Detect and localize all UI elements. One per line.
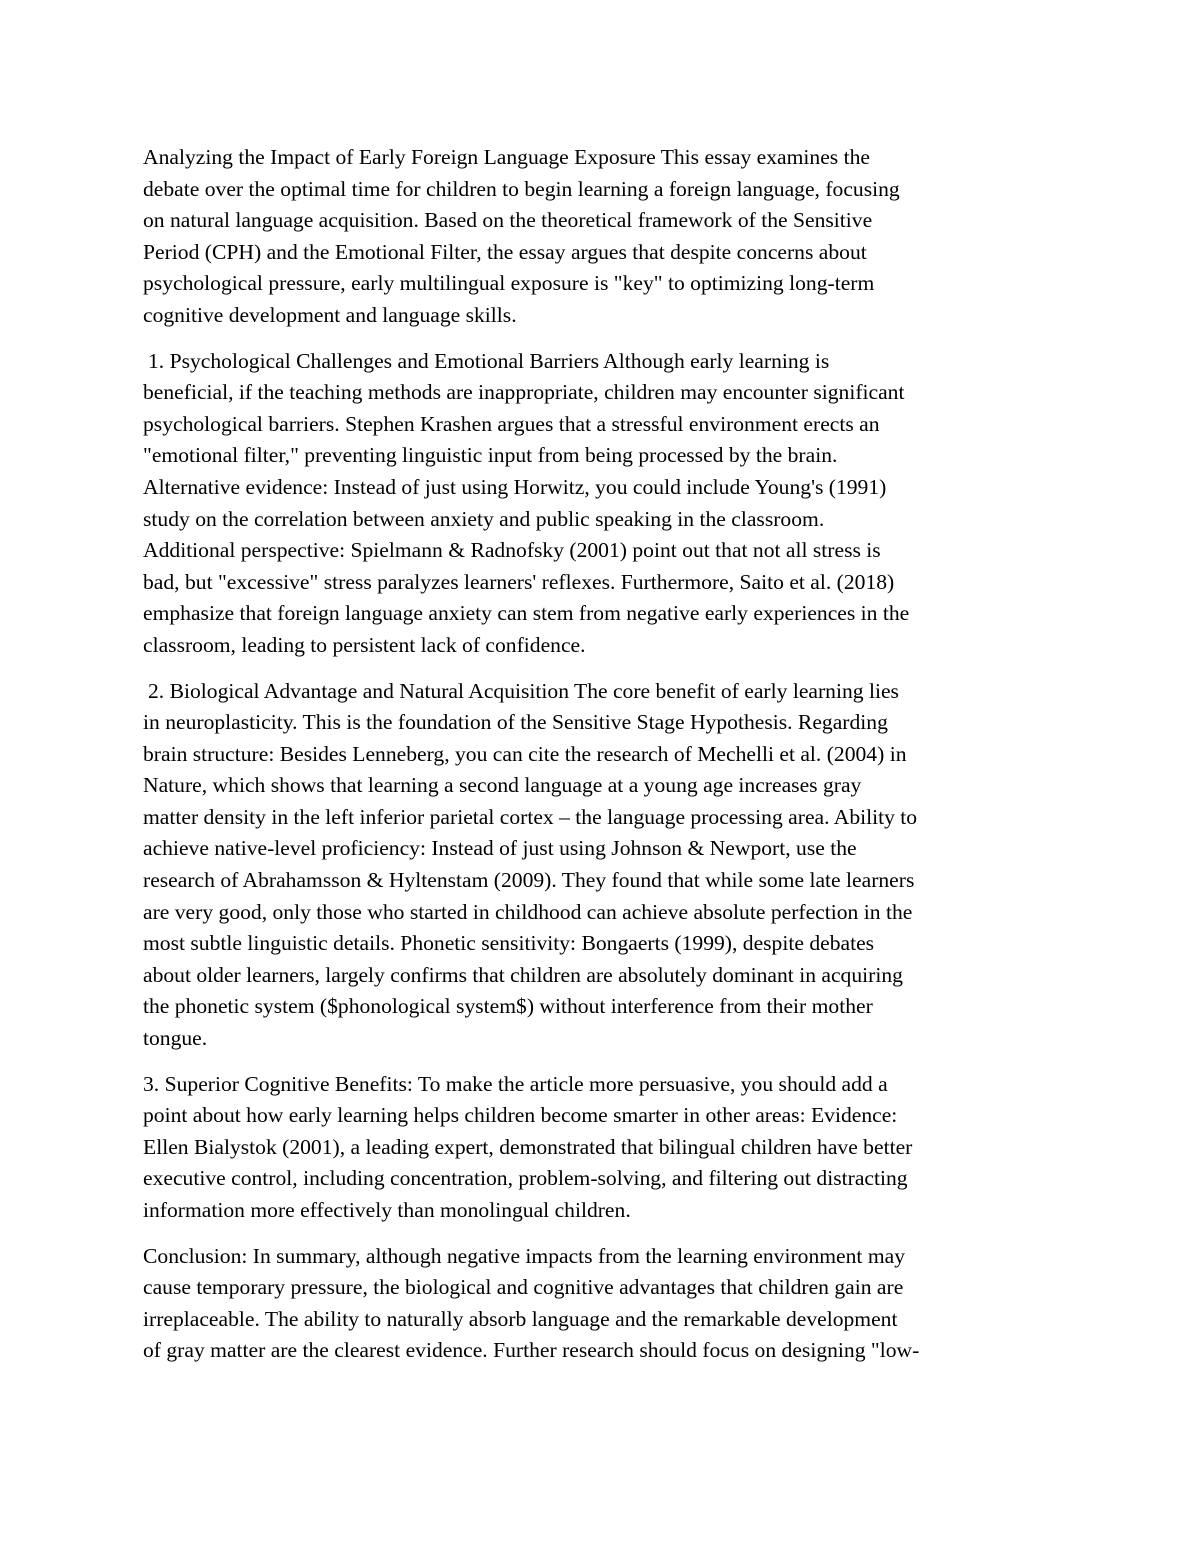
text-line: cause temporary pressure, the biological and cognitive advantages that children gain are — [143, 1275, 904, 1300]
text-line: emphasize that foreign language anxiety can stem from negative early experiences in the — [143, 601, 910, 626]
text-line: information more effectively than monolingual children. — [143, 1198, 631, 1222]
text-line: Analyzing the Impact of Early Foreign Language Exposure This essay examines the — [143, 145, 870, 169]
text-line: point about how early learning helps children become smarter in other areas: Evidence: — [143, 1103, 898, 1128]
text-line: debate over the optimal time for children to begin learning a foreign language, focusing — [143, 176, 900, 201]
essay-body — [143, 142, 1063, 1381]
text-line: Ellen Bialystok (2001), a leading expert, demonstrated that bilingual children have better — [143, 1134, 913, 1159]
text-line: irreplaceable. The ability to naturally absorb language and the remarkable development — [143, 1306, 898, 1331]
text-line: Additional perspective: Spielmann & Radnofsky (2001) point out that not all stress is — [143, 538, 881, 563]
text-line: brain structure: Besides Lenneberg, you can cite the research of Mechelli et al. (2004) in — [143, 741, 907, 766]
text-line: tongue. — [143, 1026, 208, 1051]
text-line: cognitive development and language skills. — [143, 302, 517, 327]
text-line: beneficial, if the teaching methods are inappropriate, children may encounter significant — [143, 380, 905, 405]
text-line: about older learners, largely confirms that children are absolutely dominant in acquiring — [143, 962, 903, 987]
text-line: Period (CPH) and the Emotional Filter, the essay argues that despite concerns about — [143, 239, 867, 264]
text-line: psychological barriers. Stephen Krashen argues that a stressful environment erects an — [143, 411, 880, 436]
text-line: the phonetic system ($phonological system$) without interference from their mother — [143, 994, 873, 1019]
paragraph-section-2 — [143, 676, 1063, 1055]
text-line: Nature, which shows that learning a second language at a young age increases gray — [143, 773, 862, 798]
text-line: most subtle linguistic details. Phonetic sensitivity: Bongaerts (1999), despite debates — [143, 931, 875, 956]
text-line: Conclusion: In summary, although negative impacts from the learning environment may — [143, 1243, 906, 1268]
text-line: 3. Superior Cognitive Benefits: To make the article more persuasive, you should add a — [143, 1071, 888, 1096]
paragraph-intro — [143, 142, 1063, 332]
text-line: of gray matter are the clearest evidence. Further research should focus on designing "low- — [143, 1338, 920, 1363]
text-line: executive control, including concentration, problem-solving, and filtering out distracting — [143, 1166, 908, 1191]
text-line: research of Abrahamsson & Hyltenstam (2009). They found that while some late learners — [143, 868, 915, 893]
text-line: "emotional filter," preventing linguistic input from being processed by the brain. — [143, 443, 838, 468]
paragraph-conclusion — [143, 1241, 1063, 1367]
text-line: 2. Biological Advantage and Natural Acquisition The core benefit of early learning lies — [148, 678, 899, 703]
text-line: study on the correlation between anxiety and public speaking in the classroom. — [143, 506, 825, 531]
text-line: psychological pressure, early multilingual exposure is "key" to optimizing long-term — [143, 271, 875, 296]
text-line: in neuroplasticity. This is the foundation of the Sensitive Stage Hypothesis. Regarding — [143, 710, 888, 735]
paragraph-section-1 — [143, 346, 1063, 662]
text-line: on natural language acquisition. Based on the theoretical framework of the Sensitive — [143, 208, 873, 233]
text-line: are very good, only those who started in childhood can achieve absolute perfection in the — [143, 899, 913, 924]
text-line: bad, but "excessive" stress paralyzes learners' reflexes. Furthermore, Saito et al. (2018) — [143, 569, 895, 594]
text-line: classroom, leading to persistent lack of confidence. — [143, 632, 586, 657]
text-line: matter density in the left inferior parietal cortex – the language processing area. Ability to — [143, 804, 918, 829]
text-line: 1. Psychological Challenges and Emotional Barriers Although early learning is — [148, 348, 830, 373]
text-line: achieve native-level proficiency: Instead of just using Johnson & Newport, use the — [143, 836, 857, 861]
paragraph-section-3 — [143, 1069, 1063, 1227]
text-line: Alternative evidence: Instead of just using Horwitz, you could include Young's (1991) — [143, 474, 887, 499]
